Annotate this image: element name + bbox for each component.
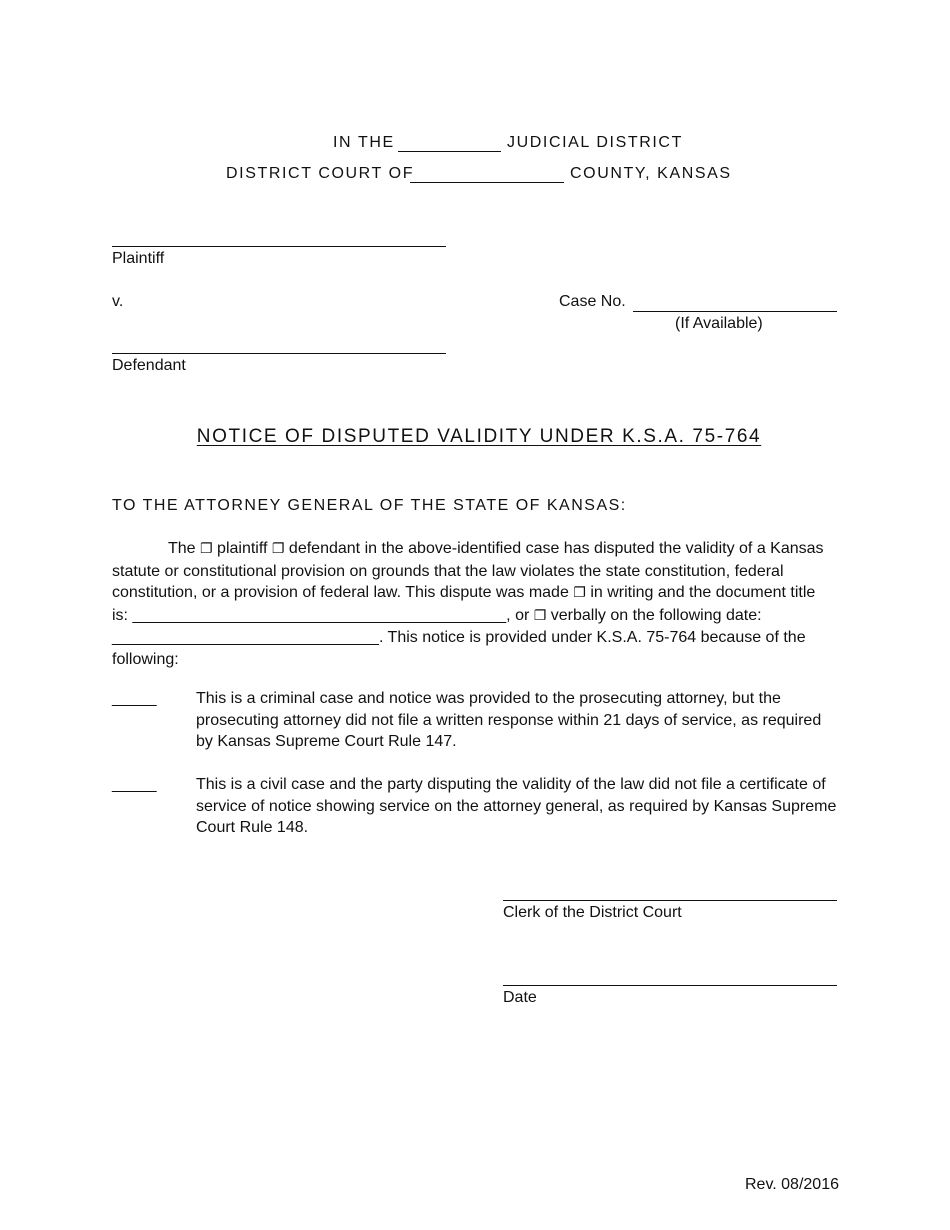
- opt-verbal: verbally on the following date: ______________________________. This notice is provided under K.S.A. 75-764 because of the following:: [112, 606, 806, 668]
- date-line[interactable]: [503, 985, 837, 986]
- versus-label: v.: [112, 293, 124, 310]
- date-label: Date: [503, 989, 537, 1006]
- case-no-line[interactable]: [633, 311, 837, 312]
- defendant-label: Defendant: [112, 357, 186, 374]
- body-mid: in the above-identified case has disputed the validity of a Kansas statute or constitutional provision on grounds that the law violates the state constitution, federal constitution, or a provision of federal law. This dispute was made: [112, 540, 824, 601]
- plaintiff-label: Plaintiff: [112, 250, 165, 267]
- opt-defendant: defendant: [288, 540, 361, 557]
- county-blank[interactable]: [410, 182, 564, 183]
- criminal-case-text: This is a criminal case and notice was provided to the prosecuting attorney, but the prosecuting attorney did not file a written response within 21 days of service, as required by Kansas Supreme Court Rule 147.: [196, 690, 822, 750]
- civil-case-text: This is a civil case and the party disputing the validity of the law did not file a certificate of service of notice showing service on the attorney general, as required by Kansas Supreme Court Rule 148.: [196, 776, 837, 836]
- plaintiff-line[interactable]: [112, 246, 446, 247]
- judicial-district-blank[interactable]: [398, 151, 501, 152]
- salutation: TO THE ATTORNEY GENERAL OF THE STATE OF KANSAS:: [112, 497, 627, 514]
- civil-case-blank[interactable]: _____: [112, 776, 157, 793]
- verbally-checkbox[interactable]: ❐: [533, 607, 547, 624]
- defendant-line[interactable]: [112, 353, 446, 354]
- header-district-court-of: DISTRICT COURT OF: [226, 165, 415, 182]
- header-county-kansas: COUNTY, KANSAS: [570, 165, 732, 182]
- revision-note: Rev. 08/2016: [745, 1176, 839, 1193]
- clerk-label: Clerk of the District Court: [503, 904, 682, 921]
- case-no-note: (If Available): [675, 315, 763, 332]
- opt-writing: in writing and the document title is: __________________________________________, or: [112, 584, 816, 624]
- body-the: The: [168, 540, 196, 557]
- opt-plaintiff: plaintiff: [217, 540, 268, 557]
- header-judicial-district: JUDICIAL DISTRICT: [507, 134, 683, 151]
- body-paragraph: [112, 538, 832, 670]
- notice-title: [0, 426, 950, 448]
- clerk-signature-line[interactable]: [503, 900, 837, 901]
- in-writing-checkbox[interactable]: ❐: [573, 585, 586, 601]
- case-no-label: Case No.: [559, 293, 626, 310]
- defendant-checkbox[interactable]: ❐: [271, 541, 285, 557]
- header-in-the: IN THE: [333, 134, 395, 151]
- notice-title-text: NOTICE OF DISPUTED VALIDITY UNDER K.S.A. 75-764: [196, 426, 762, 447]
- criminal-case-blank[interactable]: _____: [112, 690, 157, 707]
- plaintiff-checkbox[interactable]: ❐: [200, 541, 213, 557]
